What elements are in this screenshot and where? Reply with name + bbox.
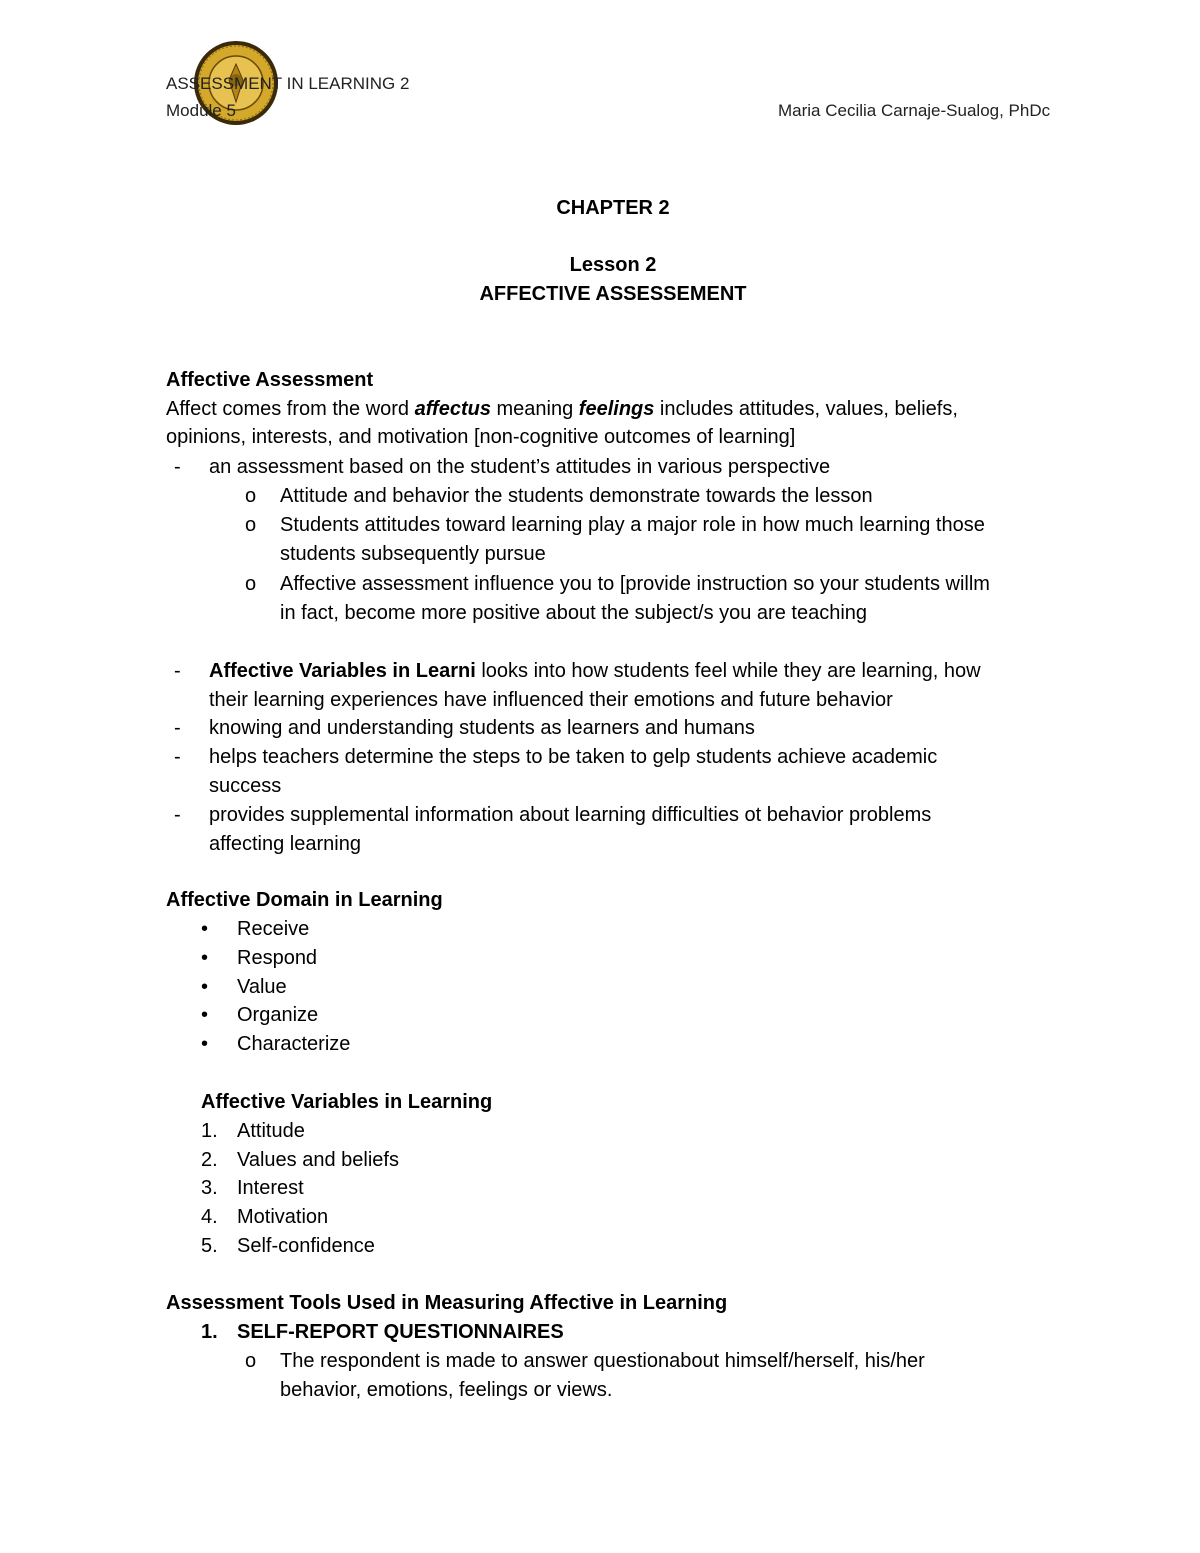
tool-item-1-sub-line-2: behavior, emotions, feelings or views. bbox=[280, 1379, 613, 1401]
dash-item-4-line-2: success bbox=[209, 775, 282, 797]
variable-item: Motivation bbox=[237, 1206, 329, 1228]
list-number: 3. bbox=[201, 1177, 218, 1199]
dash-marker: - bbox=[174, 456, 181, 478]
intro-text-c: includes attitudes, values, beliefs, bbox=[654, 398, 958, 420]
header-module: Module 5 bbox=[166, 101, 236, 120]
section-heading-affective-domain: Affective Domain in Learning bbox=[166, 889, 443, 911]
dash-item-2-text: looks into how students feel while they are learning, how bbox=[475, 660, 981, 682]
intro-word-affectus: affectus bbox=[414, 398, 491, 420]
tool-item-1-sub-line-1: The respondent is made to answer questionabout himself/herself, his/her bbox=[280, 1350, 925, 1372]
list-number: 1. bbox=[201, 1321, 218, 1343]
bullet-marker: • bbox=[201, 1004, 209, 1026]
dash-item-5-line-1: provides supplemental information about learning difficulties ot behavior problems bbox=[209, 804, 932, 826]
lesson-title: Lesson 2 bbox=[569, 254, 657, 276]
domain-item: Characterize bbox=[237, 1033, 351, 1055]
bullet-marker: • bbox=[201, 947, 209, 969]
sub-item-3-line-1: Affective assessment influence you to [provide instruction so your students willm bbox=[280, 573, 990, 595]
dash-item-2-bold: Affective Variables in Learni bbox=[209, 660, 476, 682]
sub-item-3-line-2: in fact, become more positive about the subject/s you are teaching bbox=[280, 602, 868, 624]
chapter-title: CHAPTER 2 bbox=[556, 197, 670, 219]
domain-item: Organize bbox=[237, 1004, 319, 1026]
topic-title: AFFECTIVE ASSESSEMENT bbox=[479, 283, 747, 305]
domain-item: Respond bbox=[237, 947, 318, 969]
section-heading-affective-variables: Affective Variables in Learning bbox=[201, 1091, 493, 1113]
intro-word-feelings: feelings bbox=[578, 398, 655, 420]
sub-item-2-line-1: Students attitudes toward learning play a major role in how much learning those bbox=[280, 514, 985, 536]
variable-item: Self-confidence bbox=[237, 1235, 375, 1257]
dash-item-2-line-1 bbox=[209, 657, 981, 686]
dash-marker: - bbox=[174, 746, 181, 768]
circle-marker: o bbox=[245, 573, 257, 595]
list-number: 1. bbox=[201, 1120, 218, 1142]
dash-item-4-line-1: helps teachers determine the steps to be taken to gelp students achieve academic bbox=[209, 746, 938, 768]
circle-marker: o bbox=[245, 514, 257, 536]
bullet-marker: • bbox=[201, 1033, 209, 1055]
domain-item: Receive bbox=[237, 918, 310, 940]
circle-marker: o bbox=[245, 1350, 257, 1372]
dash-marker: - bbox=[174, 717, 181, 739]
dash-item-2-line-2: their learning experiences have influenced their emotions and future behavior bbox=[209, 689, 893, 711]
bullet-marker: • bbox=[201, 918, 209, 940]
intro-line-2: opinions, interests, and motivation [non-cognitive outcomes of learning] bbox=[166, 426, 796, 448]
domain-item: Value bbox=[237, 976, 287, 998]
intro-text-a: Affect comes from the word bbox=[166, 398, 415, 420]
dash-marker: - bbox=[174, 660, 181, 682]
dash-item-1: an assessment based on the student’s attitudes in various perspective bbox=[209, 456, 831, 478]
intro-text-b: meaning bbox=[490, 398, 579, 420]
sub-item-2-line-2: students subsequently pursue bbox=[280, 543, 546, 565]
intro-line-1 bbox=[166, 395, 958, 424]
variable-item: Values and beliefs bbox=[237, 1149, 399, 1171]
circle-marker: o bbox=[245, 485, 257, 507]
sub-item-1: Attitude and behavior the students demonstrate towards the lesson bbox=[280, 485, 873, 507]
list-number: 5. bbox=[201, 1235, 218, 1257]
header-author: Maria Cecilia Carnaje-Sualog, PhDc bbox=[778, 101, 1051, 120]
dash-item-3: knowing and understanding students as learners and humans bbox=[209, 717, 755, 739]
section-heading-affective-assessment: Affective Assessment bbox=[166, 369, 374, 391]
bullet-marker: • bbox=[201, 976, 209, 998]
header-course-title: ASSESSMENT IN LEARNING 2 bbox=[166, 74, 410, 93]
list-number: 4. bbox=[201, 1206, 218, 1228]
section-heading-assessment-tools: Assessment Tools Used in Measuring Affective in Learning bbox=[166, 1292, 728, 1314]
dash-item-5-line-2: affecting learning bbox=[209, 833, 361, 855]
variable-item: Interest bbox=[237, 1177, 304, 1199]
dash-marker: - bbox=[174, 804, 181, 826]
variable-item: Attitude bbox=[237, 1120, 305, 1142]
list-number: 2. bbox=[201, 1149, 218, 1171]
tool-item-1: SELF-REPORT QUESTIONNAIRES bbox=[237, 1321, 564, 1343]
